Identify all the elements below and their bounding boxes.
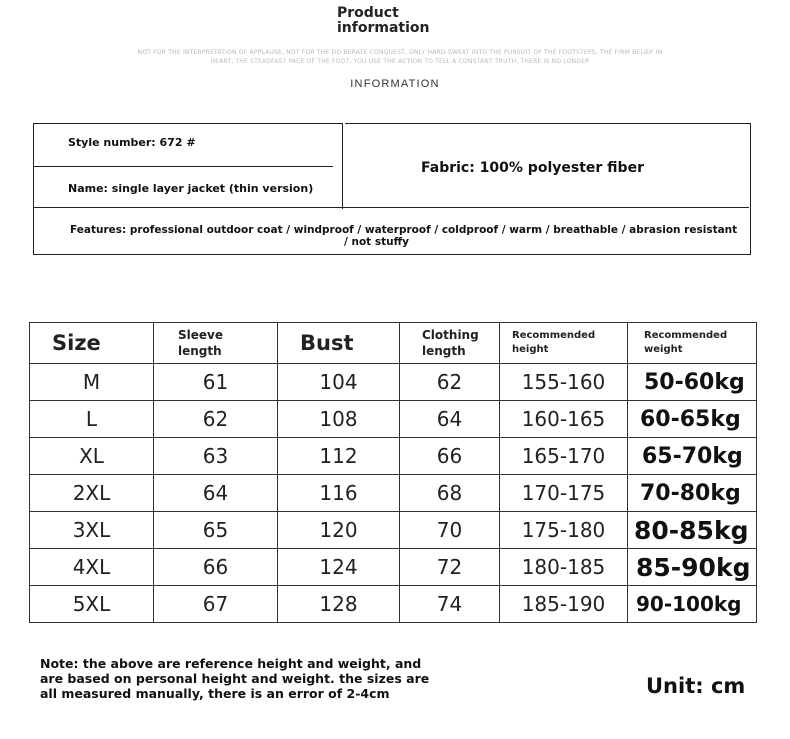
height-cell: 185-190 xyxy=(500,586,628,623)
fine-print-line-2: HEART, THE STEADFAST PACE OF THE FOOT, YOU USE THE ACTION TO TELL A CONSTANT TRUTH, THERE IS NO LONGER xyxy=(210,58,590,65)
size-cell: 4XL xyxy=(30,549,154,586)
fabric: Fabric: 100% polyester fiber xyxy=(421,160,644,176)
height-cell: 175-180 xyxy=(500,512,628,549)
length-cell: 72 xyxy=(400,549,500,586)
sleeve-cell: 62 xyxy=(154,401,278,438)
size-cell: L xyxy=(30,401,154,438)
sleeve-cell: 65 xyxy=(154,512,278,549)
height-cell: 165-170 xyxy=(500,438,628,475)
unit-label: Unit: cm xyxy=(646,674,746,698)
sleeve-cell: 61 xyxy=(154,364,278,401)
divider xyxy=(345,123,751,124)
header-clothing-length xyxy=(400,323,500,364)
header-size: Size xyxy=(30,323,154,364)
table-row xyxy=(30,364,757,401)
height-cell: 170-175 xyxy=(500,475,628,512)
weight-cell: 90-100kg xyxy=(628,586,757,623)
weight-cell: 60-65kg xyxy=(628,401,757,438)
size-table-header xyxy=(30,323,757,364)
bust-cell: 116 xyxy=(278,475,400,512)
features-line-1: Features: professional outdoor coat / windproof / waterproof / coldproof / warm / breathable / abrasion resistant xyxy=(70,224,738,236)
header-recommended-height xyxy=(500,323,628,364)
table-row xyxy=(30,512,757,549)
title-line-2: information xyxy=(337,20,430,36)
size-note xyxy=(40,656,440,701)
bust-cell: 124 xyxy=(278,549,400,586)
fine-print-line-1: NOT FOR THE INTERPRETATION OF APPLAUSE, NOT FOR THE DO BERATE CONQUEST, ONLY HARD SWEAT INTO THE PURSUIT OF THE FOOTSTEPS, THE FIRM BELIEF IN xyxy=(137,49,663,56)
height-cell: 160-165 xyxy=(500,401,628,438)
divider xyxy=(33,123,343,124)
header-weight-line-1: Recommended xyxy=(644,330,728,341)
divider xyxy=(33,207,749,208)
size-table xyxy=(29,322,757,623)
divider xyxy=(342,123,343,209)
length-cell: 66 xyxy=(400,438,500,475)
fine-print xyxy=(120,48,680,66)
bust-cell: 128 xyxy=(278,586,400,623)
size-cell: 5XL xyxy=(30,586,154,623)
note-line-3: all measured manually, there is an error of 2-4cm xyxy=(40,686,390,701)
weight-cell: 70-80kg xyxy=(628,475,757,512)
table-row xyxy=(30,586,757,623)
length-cell: 74 xyxy=(400,586,500,623)
product-info-box xyxy=(33,123,751,255)
weight-cell: 50-60kg xyxy=(628,364,757,401)
header-bust: Bust xyxy=(278,323,400,364)
sleeve-cell: 66 xyxy=(154,549,278,586)
table-row xyxy=(30,475,757,512)
weight-cell: 80-85kg xyxy=(628,512,757,549)
note-line-1: Note: the above are reference height and weight, and xyxy=(40,656,422,671)
height-cell: 180-185 xyxy=(500,549,628,586)
header-weight-line-2: weight xyxy=(644,344,683,355)
table-row xyxy=(30,401,757,438)
sleeve-cell: 64 xyxy=(154,475,278,512)
features-line-2: / not stuffy xyxy=(344,236,409,248)
length-cell: 68 xyxy=(400,475,500,512)
length-cell: 70 xyxy=(400,512,500,549)
weight-cell: 85-90kg xyxy=(628,549,757,586)
weight-cell: 65-70kg xyxy=(628,438,757,475)
size-cell: XL xyxy=(30,438,154,475)
header-clothing-line-2: length xyxy=(422,344,466,358)
divider xyxy=(33,166,333,167)
sleeve-cell: 63 xyxy=(154,438,278,475)
divider xyxy=(33,123,34,255)
divider xyxy=(33,254,751,255)
header-sleeve-line-1: Sleeve xyxy=(178,328,223,342)
note-line-2: are based on personal height and weight. the sizes are xyxy=(40,671,430,686)
header-sleeve-line-2: length xyxy=(178,344,222,358)
product-name: Name: single layer jacket (thin version) xyxy=(68,182,314,195)
bust-cell: 108 xyxy=(278,401,400,438)
header-sleeve-length xyxy=(154,323,278,364)
size-cell: 2XL xyxy=(30,475,154,512)
size-cell: 3XL xyxy=(30,512,154,549)
length-cell: 62 xyxy=(400,364,500,401)
height-cell: 155-160 xyxy=(500,364,628,401)
sleeve-cell: 67 xyxy=(154,586,278,623)
bust-cell: 120 xyxy=(278,512,400,549)
style-number: Style number: 672 # xyxy=(68,136,196,149)
length-cell: 64 xyxy=(400,401,500,438)
divider xyxy=(750,123,751,255)
title-line-1: Product xyxy=(337,5,399,21)
page-title xyxy=(337,6,457,36)
table-row xyxy=(30,549,757,586)
header-recommended-weight xyxy=(628,323,757,364)
size-cell: M xyxy=(30,364,154,401)
header-height-line-1: Recommended xyxy=(512,330,596,341)
header-clothing-line-1: Clothing xyxy=(422,328,479,342)
information-label: INFORMATION xyxy=(350,78,440,90)
bust-cell: 104 xyxy=(278,364,400,401)
table-row xyxy=(30,438,757,475)
header-height-line-2: height xyxy=(512,344,549,355)
bust-cell: 112 xyxy=(278,438,400,475)
